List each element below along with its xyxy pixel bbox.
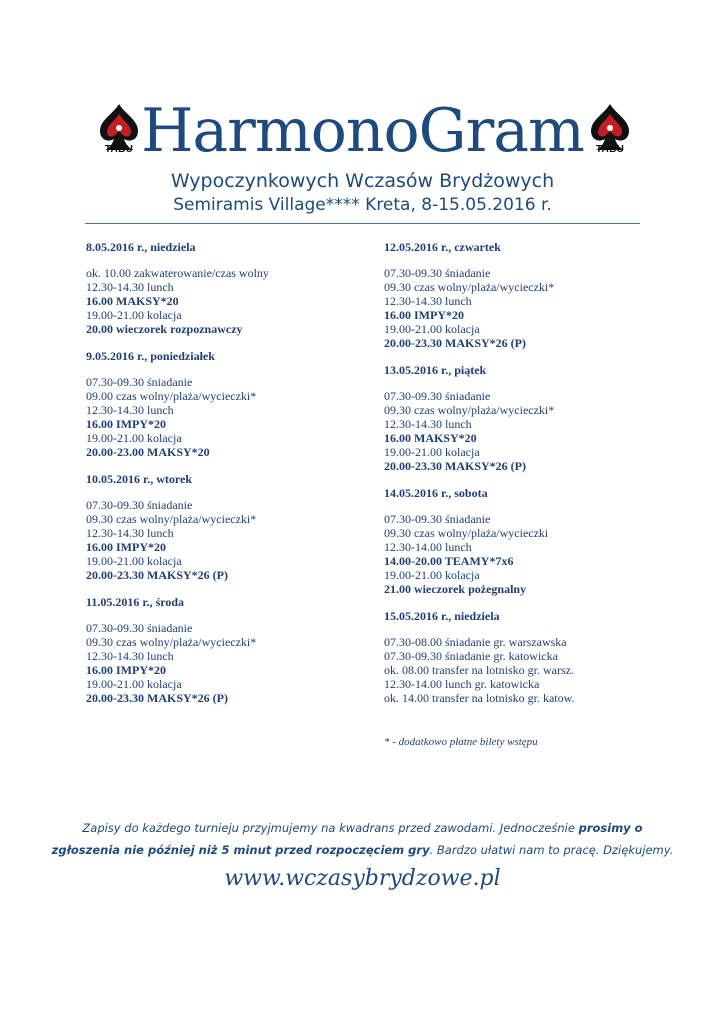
website-url: www.wczasybrydzowe.pl bbox=[224, 866, 501, 891]
schedule-item: 19.00-21.00 kolacja bbox=[384, 568, 480, 582]
schedule-item: 21.00 wieczorek pożegnalny bbox=[384, 582, 527, 596]
schedule-item: 19.00-21.00 kolacja bbox=[384, 445, 480, 459]
day-heading: 13.05.2016 r., piątek bbox=[384, 363, 487, 377]
page-title: HarmonoGram bbox=[141, 96, 584, 166]
notice-text-end: . Bardzo ułatwi nam to pracę. Dziękujemy. bbox=[429, 843, 674, 857]
schedule-left-column bbox=[86, 240, 376, 718]
schedule-item: ok. 08.00 transfer na lotnisko gr. warsz. bbox=[384, 663, 574, 677]
schedule-item: 14.00-20.00 TEAMY*7x6 bbox=[384, 554, 514, 568]
schedule-item: 19.00-21.00 kolacja bbox=[384, 322, 480, 336]
schedule-item: 07.30-09.30 śniadanie bbox=[86, 621, 193, 635]
day-heading: 15.05.2016 r., niedziela bbox=[384, 609, 500, 623]
day-block bbox=[86, 595, 376, 705]
schedule-item: 16.00 IMPY*20 bbox=[86, 417, 166, 431]
schedule-item: 12.30-14.30 lunch bbox=[384, 294, 472, 308]
schedule-item: 12.30-14.00 lunch gr. katowicka bbox=[384, 677, 540, 691]
day-heading: 12.05.2016 r., czwartek bbox=[384, 240, 501, 254]
schedule-item: 07.30-09.30 śniadanie bbox=[384, 512, 491, 526]
day-block bbox=[384, 486, 674, 596]
schedule-item: 09.00 czas wolny/plaża/wycieczki* bbox=[86, 389, 257, 403]
day-block bbox=[384, 240, 674, 350]
day-heading: 8.05.2016 r., niedziela bbox=[86, 240, 196, 254]
day-block bbox=[86, 240, 376, 336]
header bbox=[0, 92, 725, 172]
tabu-logo-right bbox=[588, 102, 632, 158]
day-block bbox=[384, 363, 674, 473]
schedule-item: 20.00-23.30 MAKSY*26 (P) bbox=[86, 691, 228, 705]
schedule-item: 16.00 MAKSY*20 bbox=[86, 294, 179, 308]
schedule-item: 20.00 wieczorek rozpoznawczy bbox=[86, 322, 243, 336]
day-heading: 14.05.2016 r., sobota bbox=[384, 486, 488, 500]
schedule-item: 07.30-09.30 śniadanie bbox=[86, 498, 193, 512]
schedule-item: 12.30-14.30 lunch bbox=[384, 417, 472, 431]
schedule-item: 09.30 czas wolny/plaża/wycieczki bbox=[384, 526, 549, 540]
notice-emphasis: prosimy o zgłoszenia nie później niż 5 minut przed rozpoczęciem gry bbox=[51, 821, 643, 857]
logo-text: TABU bbox=[104, 144, 134, 155]
footnote: * - dodatkowo płatne bilety wstępu bbox=[384, 736, 538, 748]
day-block bbox=[384, 609, 674, 705]
schedule-item: 07.30-08.00 śniadanie gr. warszawska bbox=[384, 635, 567, 649]
schedule-item: 09.30 czas wolny/plaża/wycieczki* bbox=[384, 403, 555, 417]
logo-text: TABU bbox=[595, 144, 625, 155]
schedule-item: 20.00-23.30 MAKSY*26 (P) bbox=[384, 459, 526, 473]
notice-text: Zapisy do każdego turnieju przyjmujemy na kwadrans przed zawodami. Jednocześnie bbox=[82, 821, 579, 835]
day-heading: 10.05.2016 r., wtorek bbox=[86, 472, 192, 486]
divider bbox=[85, 223, 640, 224]
day-block bbox=[86, 472, 376, 582]
schedule-item: 20.00-23.30 MAKSY*26 (P) bbox=[86, 568, 228, 582]
schedule-item: 12.30-14.00 lunch bbox=[384, 540, 472, 554]
schedule-item: 19.00-21.00 kolacja bbox=[86, 554, 182, 568]
day-heading: 11.05.2016 r., środa bbox=[86, 595, 185, 609]
schedule-item: 12.30-14.30 lunch bbox=[86, 280, 174, 294]
schedule-item: 12.30-14.30 lunch bbox=[86, 526, 174, 540]
schedule-item: 16.00 IMPY*20 bbox=[384, 308, 464, 322]
schedule-item: 19.00-21.00 kolacja bbox=[86, 677, 182, 691]
schedule-item: 07.30-09.30 śniadanie bbox=[384, 266, 491, 280]
schedule-item: 16.00 IMPY*20 bbox=[86, 663, 166, 677]
schedule-item: ok. 10.00 zakwaterowanie/czas wolny bbox=[86, 266, 269, 280]
day-heading: 9.05.2016 r., poniedziałek bbox=[86, 349, 215, 363]
schedule-item: 07.30-09.30 śniadanie bbox=[86, 375, 193, 389]
schedule-item: 07.30-09.30 śniadanie gr. katowicka bbox=[384, 649, 558, 663]
schedule-item: 20.00-23.30 MAKSY*26 (P) bbox=[384, 336, 526, 350]
schedule-item: 16.00 IMPY*20 bbox=[86, 540, 166, 554]
day-block bbox=[86, 349, 376, 459]
schedule-item: 09.30 czas wolny/plaża/wycieczki* bbox=[86, 512, 257, 526]
schedule-item: 19.00-21.00 kolacja bbox=[86, 308, 182, 322]
subtitle: Wypoczynkowych Wczasów Brydżowych bbox=[170, 170, 555, 192]
schedule-item: 19.00-21.00 kolacja bbox=[86, 431, 182, 445]
schedule-item: 12.30-14.30 lunch bbox=[86, 403, 174, 417]
subtitle-location: Semiramis Village**** Kreta, 8-15.05.2016 r. bbox=[173, 195, 552, 215]
notice bbox=[50, 817, 675, 861]
schedule-item: 09.30 czas wolny/plaża/wycieczki* bbox=[384, 280, 555, 294]
schedule-right-column bbox=[384, 240, 674, 749]
schedule-item: ok. 14.00 transfer na lotnisko gr. katow. bbox=[384, 691, 575, 705]
schedule-item: 07.30-09.30 śniadanie bbox=[384, 389, 491, 403]
schedule-item: 20.00-23.00 MAKSY*20 bbox=[86, 445, 210, 459]
schedule-item: 12.30-14.30 lunch bbox=[86, 649, 174, 663]
schedule-item: 09.30 czas wolny/plaża/wycieczki* bbox=[86, 635, 257, 649]
schedule-item: 16.00 MAKSY*20 bbox=[384, 431, 477, 445]
